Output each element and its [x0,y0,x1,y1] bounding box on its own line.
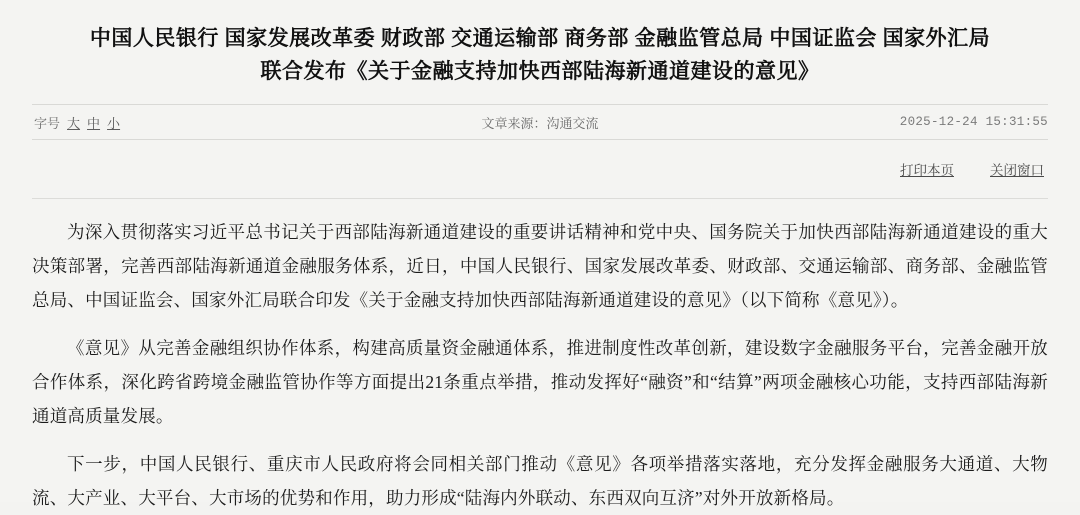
article-paragraph: 《意见》从完善金融组织协作体系，构建高质量资金融通体系，推进制度性改革创新，建设数字金融服务平台，完善金融开放合作体系，深化跨省跨境金融监管协作等方面提出21条重点举措，推动发挥好“融资”和“结算”两项金融核心功能，支持西部陆海新通道高质量发展。 [32,338,1048,426]
document-content [32,0,1048,515]
font-size-small[interactable]: 小 [107,115,121,131]
article-actions [32,140,1048,188]
title-line-1: 中国人民银行 国家发展改革委 财政部 交通运输部 商务部 金融监管总局 中国证监会 国家外汇局 [89,26,991,50]
title-line-2: 联合发布《关于金融支持加快西部陆海新通道建设的意见》 [260,59,820,83]
font-size-large[interactable]: 大 [67,115,81,131]
font-size-medium[interactable]: 中 [87,115,101,131]
article-meta-bar [32,104,1048,140]
font-size-label: 字号 [34,115,61,131]
article-timestamp: 2025-12-24 15:31:55 [899,115,1048,129]
article-source-text: 文章来源：沟通交流 [481,115,599,131]
print-page-link[interactable]: 打印本页 [900,163,954,178]
page-title [32,22,1048,88]
font-size-control [32,113,120,132]
article-paragraph: 为深入贯彻落实习近平总书记关于西部陆海新通道建设的重要讲话精神和党中央、国务院关于加快西部陆海新通道建设的重大决策部署，完善西部陆海新通道金融服务体系，近日，中国人民银行、国家发展改革委、财政部、交通运输部、商务部、金融监管总局、中国证监会、国家外汇局联合印发《关于金融支持加快西部陆海新通道建设的意见》（以下简称《意见》）。 [32,222,1048,310]
close-window-link[interactable]: 关闭窗口 [990,163,1044,178]
article-source [32,113,1048,132]
article-body [32,198,1048,515]
article-paragraph: 下一步，中国人民银行、重庆市人民政府将会同相关部门推动《意见》各项举措落实落地，充分发挥金融服务大通道、大物流、大产业、大平台、大市场的优势和作用，助力形成“陆海内外联动、东西双向互济”对外开放新格局。 [32,454,1048,508]
